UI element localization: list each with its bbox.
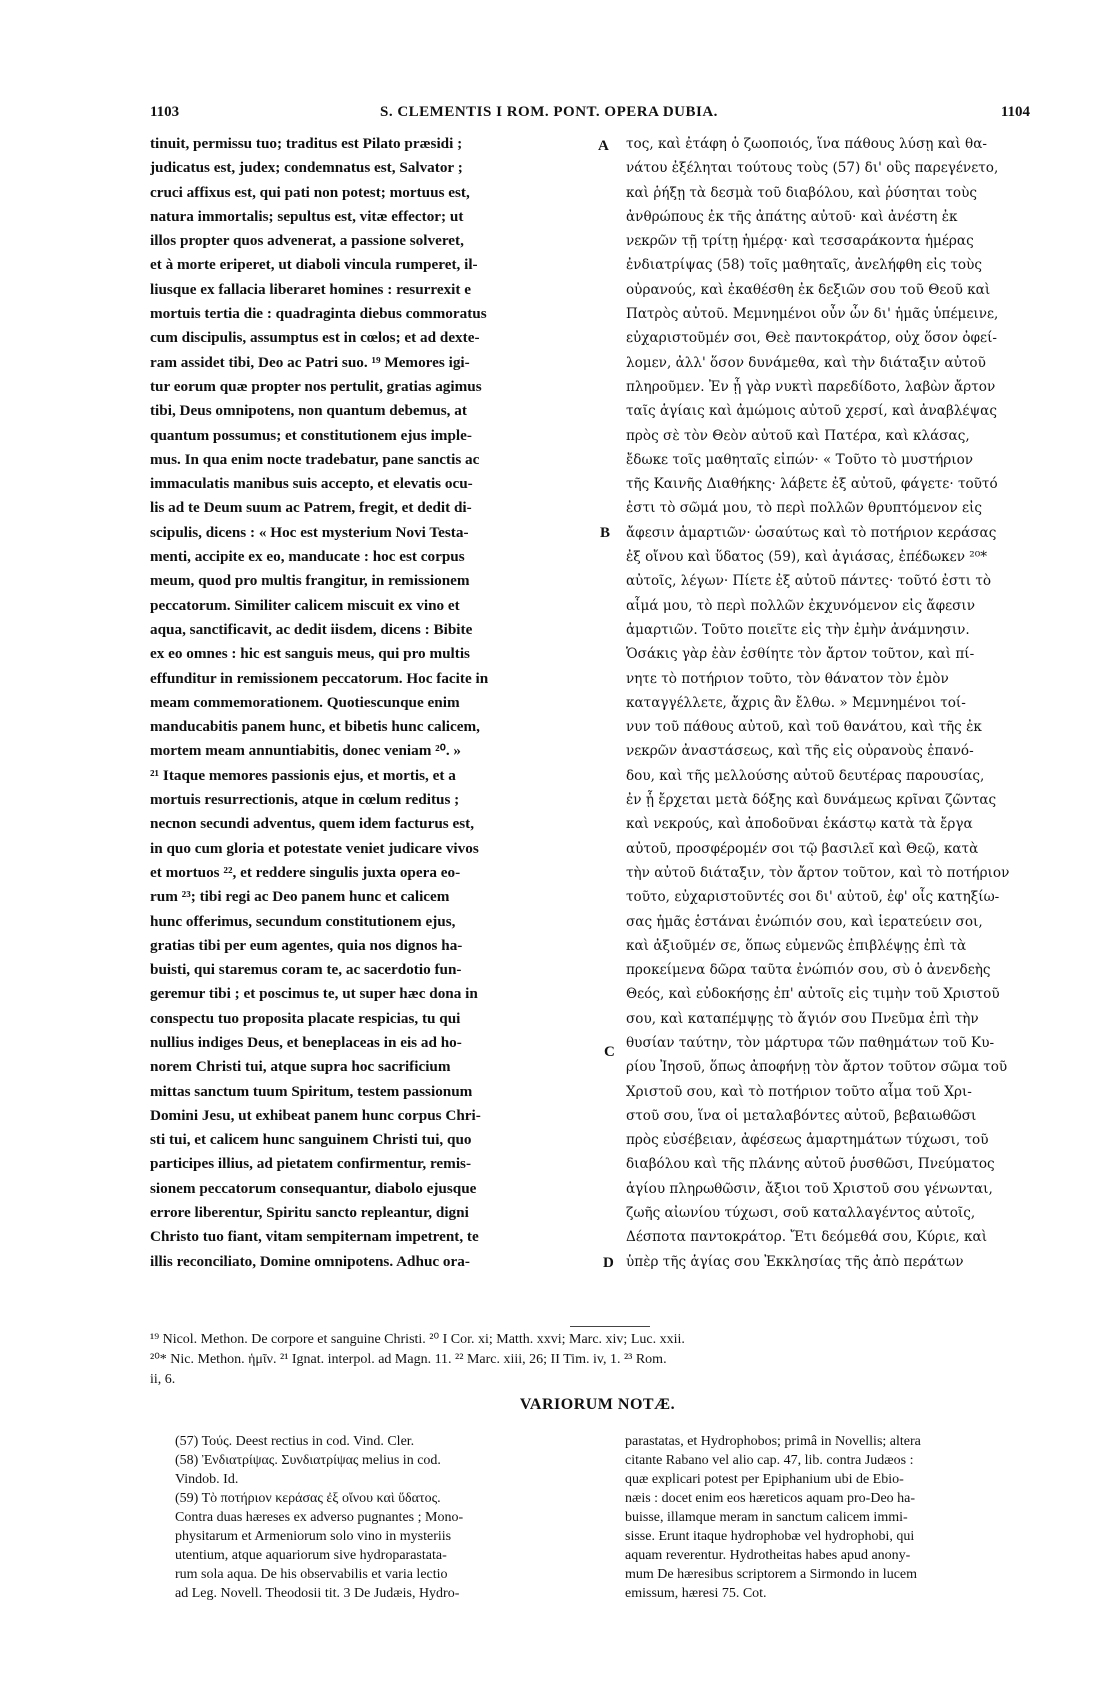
latin-text-line: cum discipulis, assumptus est in cœlos; et ad dexte- [150, 329, 480, 347]
latin-text-line: rum ²³; tibi regi ac Deo panem hunc et calicem [150, 888, 450, 906]
greek-text-line: θυσίαν ταύτην, τὸν μάρτυρα τῶν παθημάτων τοῦ Κυ- [626, 1034, 995, 1051]
greek-text-line: εὐχαριστοῦμέν σοι, Θεὲ παντοκράτορ, οὐχ ὅσον ὀφεί- [626, 330, 997, 347]
greek-text-line: τοῦτο, εὐχαριστοῦντές σοι δι' αὐτοῦ, ἐφ' οἷς κατηξίω- [626, 889, 1000, 906]
page-number-left: 1103 [150, 104, 180, 120]
greek-text-line: διαβόλου καὶ τῆς πλάνης αὐτοῦ ῥυσθῶσι, Πνεύματος [626, 1156, 995, 1173]
latin-text-line: participes illius, ad pietatem confirmentur, remis- [150, 1155, 472, 1173]
latin-text-line: mortem meam annuntiabitis, donec veniam ²⁰. » [150, 742, 462, 760]
greek-text-line: νεκρῶν τῇ τρίτῃ ἡμέρᾳ· καὶ τεσσαράκοντα ἡμέρας [626, 233, 974, 250]
greek-column [626, 132, 1044, 1274]
greek-text-line: οὐρανούς, καὶ ἐκαθέσθη ἐκ δεξιῶν σου τοῦ Θεοῦ καὶ [626, 281, 991, 298]
section-marker-d: D [603, 1255, 614, 1271]
footnotes [150, 1330, 1045, 1390]
latin-text-line: meam commemorationem. Quotiescunque enim [150, 693, 460, 711]
greek-text-line: ἐστι τὸ σῶμά μου, τὸ περὶ πολλῶν θρυπτόμενον εἰς [626, 500, 983, 517]
greek-text-line: καὶ νεκρούς, καὶ ἀποδοῦναι ἑκάστῳ κατὰ τὰ ἔργα [626, 816, 973, 833]
greek-text-line: ὑπὲρ τῆς ἁγίας σου Ἐκκλησίας τῆς ἀπὸ περάτων [626, 1253, 964, 1270]
footnote-line: ¹⁹ Nicol. Methon. De corpore et sanguine Christi. ²⁰ I Cor. xi; Matth. xxvi; Marc. xiv; Luc. xxii. [150, 1332, 685, 1347]
notes-column-left [175, 1432, 610, 1603]
latin-text-line: manducabitis panem hunc, et bibetis hunc calicem, [150, 718, 480, 736]
greek-text-line: ἔδωκε τοῖς μαθηταῖς εἰπών· « Τοῦτο τὸ μυστήριον [626, 451, 974, 468]
latin-text-line: menti, accipite ex eo, manducate : hoc est corpus [150, 548, 465, 566]
latin-text-line: mittas sanctum tuum Spiritum, testem passionum [150, 1082, 473, 1100]
section-marker-a: A [598, 138, 609, 154]
page-number-right: 1104 [1000, 104, 1030, 120]
section-marker-c: C [604, 1044, 615, 1060]
latin-text-line: judicatus est, judex; condemnatus est, Salvator ; [150, 159, 463, 177]
greek-text-line: αἷμά μου, τὸ περὶ πολλῶν ἐκχυνόμενον εἰς ἄφεσιν [626, 597, 976, 614]
note-line: ad Leg. Novell. Theodosii tit. 3 De Judæis, Hydro- [175, 1586, 460, 1601]
note-line: sisse. Erunt itaque hydrophobæ vel hydrophobi, qui [625, 1529, 915, 1544]
greek-text-line: ταῖς ἁγίαις καὶ ἀμώμοις αὐτοῦ χερσί, καὶ ἀναβλέψας [626, 403, 997, 420]
greek-text-line: ἐν ᾗ ἔρχεται μετὰ δόξης καὶ δυνάμεως κρῖναι ζῶντας [626, 792, 997, 809]
greek-text-line: ἄφεσιν ἁμαρτιῶν· ὡσαύτως καὶ τὸ ποτήριον κεράσας [626, 524, 997, 541]
greek-text-line: στοῦ σου, ἵνα οἱ μεταλαβόντες αὐτοῦ, βεβαιωθῶσι [626, 1107, 977, 1124]
greek-text-line: ἁγίου πληρωθῶσιν, ἄξιοι τοῦ Χριστοῦ σου γένωνται, [626, 1180, 993, 1197]
greek-text-line: πρὸς εὐσέβειαν, ἀφέσεως ἁμαρτημάτων τύχωσι, τοῦ [626, 1132, 989, 1149]
latin-text-line: lis ad te Deum suum ac Patrem, fregit, et dedit di- [150, 499, 472, 517]
latin-text-line: tur eorum quæ propter nos pertulit, gratias agimus [150, 377, 482, 395]
greek-text-line: ἁμαρτιῶν. Τοῦτο ποιεῖτε εἰς τὴν ἐμὴν ἀνάμνησιν. [626, 621, 970, 638]
greek-text-line: σου, καὶ καταπέμψῃς τὸ ἅγιόν σου Πνεῦμα ἐπὶ τὴν [626, 1010, 979, 1027]
greek-text-line: Πατρὸς αὐτοῦ. Μεμνημένοι οὖν ὧν δι' ἡμᾶς ὑπέμεινε, [626, 306, 999, 323]
greek-text-line: πρὸς σὲ τὸν Θεὸν αὐτοῦ καὶ Πατέρα, καὶ κλάσας, [626, 427, 970, 444]
note-line: citante Rabano vel alio cap. 47, lib. contra Judæos : [625, 1453, 914, 1468]
greek-text-line: ἀνθρώπους ἐκ τῆς ἀπάτης αὐτοῦ· καὶ ἀνέστη ἐκ [626, 208, 958, 225]
latin-text-line: ²¹ Itaque memores passionis ejus, et mortis, et a [150, 766, 456, 784]
note-line: emissum, hæresi 75. Cot. [625, 1586, 767, 1601]
latin-text-line: gratias tibi per eum agentes, quia nos dignos ha- [150, 936, 463, 954]
latin-text-line: sti tui, et calicem hunc sanguinem Christi tui, quo [150, 1131, 472, 1149]
footnote-line: ii, 6. [150, 1372, 176, 1387]
greek-text-line: ρίου Ἰησοῦ, ὅπως ἀποφήνῃ τὸν ἄρτον τοῦτον σῶμα τοῦ [626, 1059, 1008, 1076]
latin-text-line: sionem peccatorum consequantur, diabolo ejusque [150, 1179, 477, 1197]
latin-text-line: illis reconciliato, Domine omnipotens. Adhuc ora- [150, 1252, 470, 1270]
footnote-rule [570, 1326, 650, 1327]
latin-text-line: conspectu tuo proposita placate respicias, tu qui [150, 1009, 461, 1027]
note-line: Vindob. Id. [175, 1472, 239, 1487]
latin-text-line: Christo tuo fiant, vitam sempiternam impetrent, te [150, 1228, 479, 1246]
latin-text-line: tinuit, permissu tuo; traditus est Pilato præsidi ; [150, 135, 463, 152]
running-header [150, 104, 1030, 130]
latin-text-line: tibi, Deus omnipotens, non quantum debemus, at [150, 402, 467, 420]
latin-text-line: ram assidet tibi, Deo ac Patri suo. ¹⁹ Memores igi- [150, 353, 470, 371]
note-line: quæ explicari potest per Epiphanium ubi de Ebio- [625, 1472, 904, 1487]
note-line: utentium, atque aquariorum sive hydroparastata- [175, 1548, 447, 1563]
greek-text-line: Δέσποτα παντοκράτορ. Ἔτι δεόμεθά σου, Κύριε, καὶ [626, 1229, 988, 1246]
greek-text-line: καὶ ῥήξῃ τὰ δεσμὰ τοῦ διαβόλου, καὶ ῥύσηται τοὺς [626, 184, 977, 201]
note-line: rum sola aqua. De his observabilis et varia lectio [175, 1567, 448, 1582]
latin-text-line: ex eo omnes : hic est sanguis meus, qui pro multis [150, 645, 470, 663]
greek-text-line: Χριστοῦ σου, καὶ τὸ ποτήριον τοῦτο αἷμα τοῦ Χρι- [626, 1083, 972, 1100]
note-line: (59) Τὸ ποτήριον κεράσας ἐξ οἴνου καὶ ὕδατος. [175, 1491, 441, 1506]
greek-text-line: ζωῆς αἰωνίου τύχωσι, σοῦ καταλλαγέντος αὐτοῖς, [626, 1205, 976, 1222]
greek-text-line: αὐτοῦ, προσφέρομέν σοι τῷ βασιλεῖ καὶ Θεῷ, κατὰ [626, 840, 979, 857]
latin-text-line: quantum possumus; et constitutionem ejus imple- [150, 426, 472, 444]
note-line: buisse, illamque meram in sanctum calicem immi- [625, 1510, 908, 1525]
note-line: (57) Τούς. Deest rectius in cod. Vind. Cler. [175, 1434, 415, 1449]
greek-text-line: δου, καὶ τῆς μελλούσης αὐτοῦ δευτέρας παρουσίας, [626, 767, 985, 784]
latin-text-line: errore liberentur, Spiritu sancto repleantur, digni [150, 1204, 469, 1222]
note-line: (58) Ἐνδιατρίψας. Συνδιατρίψας melius in cod. [175, 1453, 441, 1468]
latin-text-line: norem Christi tui, atque supra hoc sacrificium [150, 1058, 451, 1076]
greek-text-line: Θεός, καὶ εὐδοκήσῃς ἐπ' αὐτοῖς εἰς τιμὴν τοῦ Χριστοῦ [626, 986, 1000, 1003]
latin-text-line: in quo cum gloria et potestate veniet judicare vivos [150, 839, 479, 857]
greek-text-line: ἐξ οἴνου καὶ ὕδατος (59), καὶ ἁγιάσας, ἐπέδωκεν ²⁰* [626, 549, 988, 566]
footnote-line: ²⁰* Nic. Methon. ἡμῖν. ²¹ Ignat. interpol. ad Magn. 11. ²² Marc. xiii, 26; II Tim. iv, 1. ²³ Rom. [150, 1352, 667, 1367]
latin-text-line: mortuis resurrectionis, atque in cœlum reditus ; [150, 791, 460, 809]
note-line: physitarum et Armeniorum solo vino in mysteriis [175, 1529, 452, 1544]
greek-text-line: καὶ ἀξιοῦμέν σε, ὅπως εὐμενῶς ἐπιβλέψῃς ἐπὶ τὰ [626, 937, 967, 954]
latin-text-line: buisti, qui staremus coram te, ac sacerdotio fun- [150, 961, 462, 979]
greek-text-line: νεκρῶν ἀναστάσεως, καὶ τῆς εἰς οὐρανοὺς ἐπανό- [626, 743, 974, 760]
latin-text-line: et à morte eriperet, ut diaboli vincula rumperet, il- [150, 256, 478, 274]
greek-text-line: αὐτοῖς, λέγων· Πίετε ἐξ αὐτοῦ πάντες· τοῦτό ἐστι τὸ [626, 573, 992, 590]
greek-text-line: προκείμενα δῶρα ταῦτα ἐνώπιόν σου, σὺ ὁ ἀνενδεὴς [626, 962, 991, 979]
latin-text-line: necnon secundi adventus, quem idem facturus est, [150, 815, 475, 833]
latin-text-line: immaculatis manibus suis accepto, et elevatis ocu- [150, 475, 473, 493]
greek-text-line: τῆς Καινῆς Διαθήκης· λάβετε ἐξ αὐτοῦ, φάγετε· τοῦτό [626, 476, 998, 493]
greek-text-line: νυν τοῦ πάθους αὐτοῦ, καὶ τοῦ θανάτου, καὶ τῆς ἐκ [626, 719, 982, 736]
note-line: aquam reverentur. Hydrotheitas habes apud anony- [625, 1548, 911, 1563]
greek-text-line: ἐνδιατρίψας (58) τοῖς μαθηταῖς, ἀνελήφθη εἰς τοὺς [626, 257, 982, 274]
note-line: mum De hæresibus scriptorem a Sirmondo in lucem [625, 1567, 918, 1582]
latin-text-line: Domini Jesu, ut exhibeat panem hunc corpus Chri- [150, 1106, 481, 1124]
greek-text-line: τος, καὶ ἐτάφη ὁ ζωοποιός, ἵνα πάθους λύσῃ καὶ θα- [626, 136, 987, 152]
greek-text-line: καταγγέλλετε, ἄχρις ἂν ἔλθω. » Μεμνημένοι τοί- [626, 694, 966, 711]
greek-text-line: νητε τὸ ποτήριον τοῦτο, τὸν θάνατον τὸν ἐμὸν [626, 670, 949, 687]
greek-text-line: νάτου ἐξέληται τούτους τοὺς (57) δι' οὓς παρεγένετο, [626, 160, 999, 177]
greek-text-line: σας ἡμᾶς ἑστάναι ἐνώπιόν σου, καὶ ἱερατεύειν σοι, [626, 913, 983, 930]
note-line: Contra duas hæreses ex adverso pugnantes ; Mono- [175, 1510, 464, 1525]
latin-text-line: geremur tibi ; et poscimus te, ut super hæc dona in [150, 985, 478, 1003]
notes-column-right [625, 1432, 1060, 1603]
latin-text-line: cruci affixus est, qui pati non potest; mortuus est, [150, 183, 470, 201]
note-line: parastatas, et Hydrophobos; primâ in Novellis; altera [625, 1434, 921, 1449]
greek-text-line: τὴν αὐτοῦ διάταξιν, τὸν ἄρτον τοῦτον, καὶ τὸ ποτήριον [626, 864, 1010, 881]
latin-text-line: illos propter quos advenerat, a passione solveret, [150, 232, 464, 250]
latin-text-line: meum, quod pro multis frangitur, in remissionem [150, 572, 470, 590]
latin-text-line: scipulis, dicens : « Hoc est mysterium Novi Testa- [150, 523, 469, 541]
latin-text-line: liusque ex fallacia liberaret homines : resurrexit e [150, 280, 471, 298]
latin-text-line: peccatorum. Similiter calicem miscuit ex vino et [150, 596, 460, 614]
latin-text-line: nullius indiges Deus, et beneplaceas in eis ad ho- [150, 1033, 462, 1051]
latin-column [150, 132, 590, 1274]
latin-text-line: et mortuos ²², et reddere singulis juxta opera eo- [150, 863, 461, 881]
latin-text-line: effunditur in remissionem peccatorum. Hoc facite in [150, 669, 489, 687]
latin-text-line: natura immortalis; sepultus est, vitæ effector; ut [150, 207, 464, 225]
latin-text-line: aqua, sanctificavit, ac dedit iisdem, dicens : Bibite [150, 620, 473, 638]
latin-text-line: mus. In qua enim nocte tradebatur, pane sanctis ac [150, 450, 480, 468]
latin-text-line: mortuis tertia die : quadraginta diebus commoratus [150, 305, 487, 323]
note-line: næis : docet enim eos hæreticos aquam pro-Deo ha- [625, 1491, 916, 1506]
greek-text-line: πληροῦμεν. Ἐν ᾗ γὰρ νυκτὶ παρεδίδοτο, λαβὼν ἄρτον [626, 378, 996, 395]
notes-title: VARIORUM NOTÆ. [519, 1396, 676, 1413]
running-title: S. CLEMENTIS I ROM. PONT. OPERA DUBIA. [380, 104, 718, 120]
greek-text-line: Ὁσάκις γὰρ ἐὰν ἐσθίητε τὸν ἄρτον τοῦτον, καὶ πί- [626, 646, 975, 663]
greek-text-line: λομεν, ἀλλ' ὅσον δυνάμεθα, καὶ τὴν διάταξιν αὐτοῦ [626, 354, 986, 371]
latin-text-line: hunc offerimus, secundum constitutionem ejus, [150, 912, 456, 930]
section-marker-b: B [600, 525, 611, 541]
